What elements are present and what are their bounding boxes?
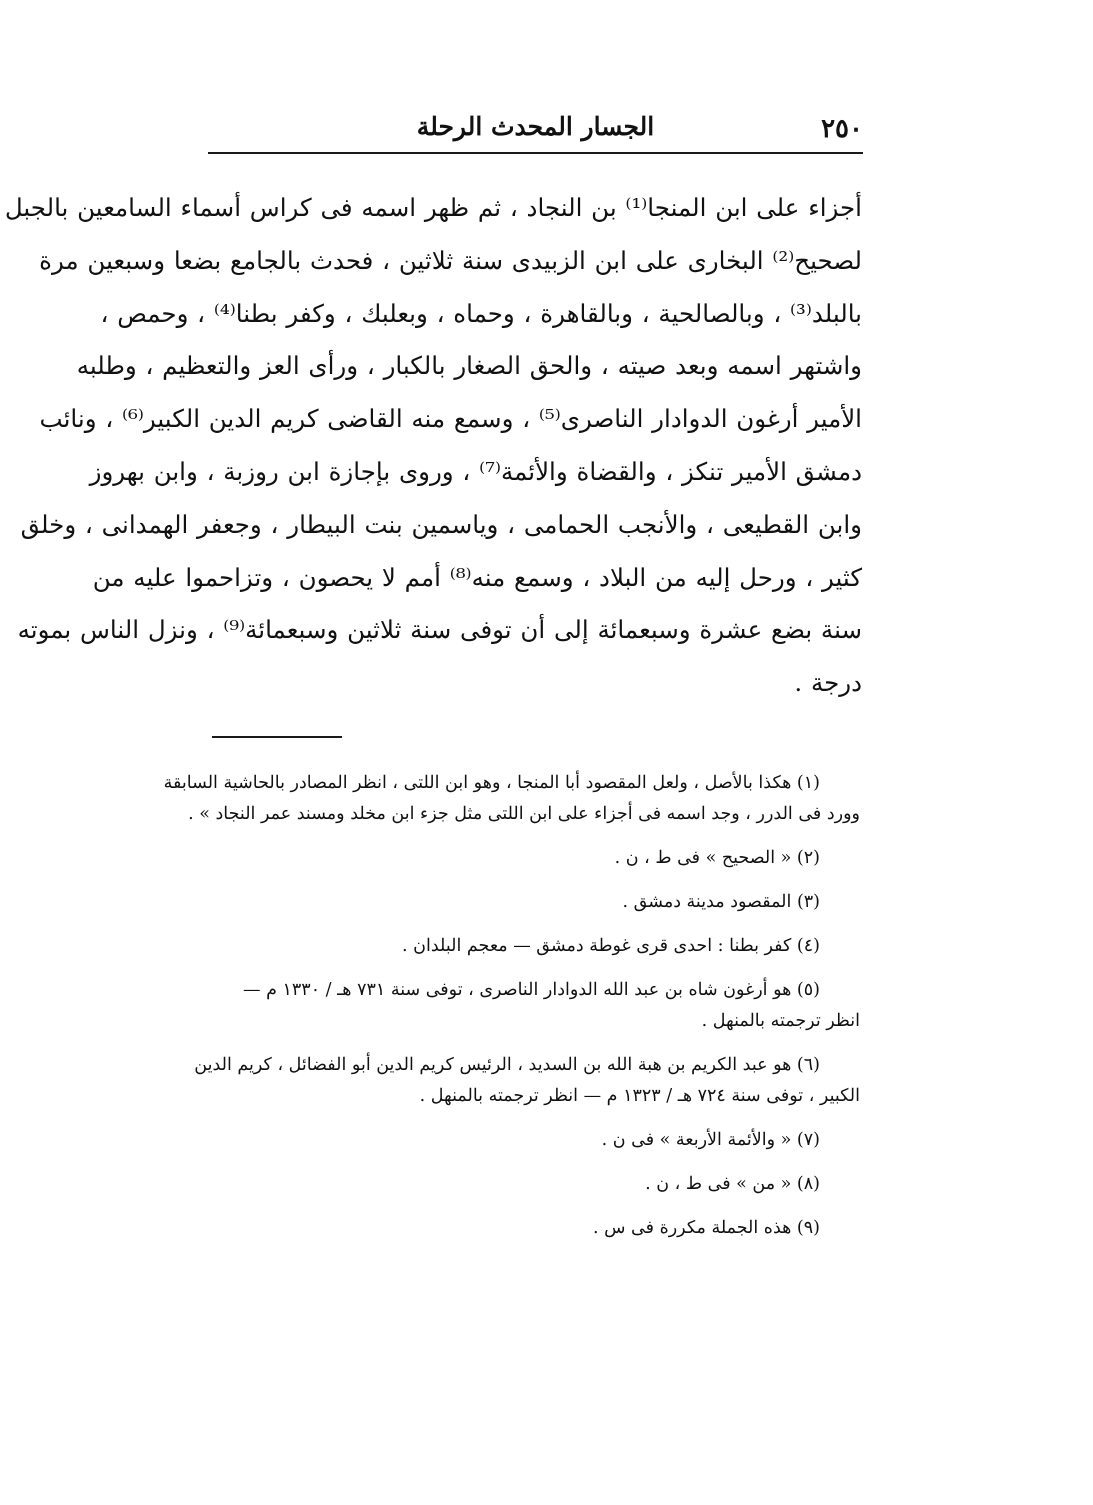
footnote-line: الكبير ، توفى سنة ٧٢٤ هـ / ١٣٢٣ م — انظر ترجمته بالمنهل . [419,1086,860,1106]
footnote-line: (١) هكذا بالأصل ، ولعل المقصود أبا المنجا ، وهو ابن اللتى ، انظر المصادر بالحاشية السابقة [163,773,820,793]
body-line: كثير ، ورحل إليه من البلاد ، وسمع منه⁽⁸⁾ أمم لا يحصون ، وتزاحموا عليه من [92,562,862,592]
body-line: الأمير أرغون الدوادار الناصرى⁽⁵⁾ ، وسمع منه القاضى كريم الدين الكبير⁽⁶⁾ ، ونائب [39,404,862,434]
footnote-line: (٤) كفر بطنا : احدى قرى غوطة دمشق — معجم البلدان . [402,936,820,956]
running-title: الجسار المحدث الرحلة [416,112,655,141]
footnote-line: وورد فى الدرر ، وجد اسمه فى أجزاء على ابن اللتى مثل جزء ابن مخلد ومسند عمر النجاد » . [188,804,860,824]
footnote-7 [198,1125,860,1156]
footnote-line: (٧) « والأئمة الأربعة » فى ن . [601,1130,820,1150]
footnote-8 [198,1169,860,1200]
footnote-3 [198,887,860,918]
footnote-line: (٢) « الصحيح » فى ط ، ن . [614,848,820,868]
footnote-1 [163,768,860,830]
body-line: بالبلد⁽³⁾ ، وبالصالحية ، وبالقاهرة ، وحماه ، وبعلبك ، وكفر بطنا⁽⁴⁾ ، وحمص ، [100,298,862,328]
footnote-2 [198,843,860,874]
footnote-6 [194,1050,860,1112]
footnote-line: (٨) « من » فى ط ، ن . [645,1174,820,1194]
body-line: سنة بضع عشرة وسبعمائة إلى أن توفى سنة ثلاثين وسبعمائة⁽⁹⁾ ، ونزل الناس بموته [17,615,862,645]
footnote-line: (٩) هذه الجملة مكررة فى س . [593,1218,820,1238]
footnote-line: (٥) هو أرغون شاه بن عبد الله الدوادار الناصرى ، توفى سنة ٧٣١ هـ / ١٣٣٠ م — [243,980,820,1000]
footnotes [163,768,860,1257]
body-line: درجة . [794,668,862,698]
body-line: دمشق الأمير تنكز ، والقضاة والأئمة⁽⁷⁾ ، وروى بإجازة ابن روزبة ، وابن بهروز [89,456,862,486]
footnote-divider [212,736,342,738]
page-number: ٢٥٠ [821,114,863,144]
body-line: وابن القطيعى ، والأنجب الحمامى ، وياسمين بنت البيطار ، وجعفر الهمدانى ، وخلق [20,509,862,539]
footnote-5 [198,975,860,1037]
footnote-line: (٣) المقصود مدينة دمشق . [622,892,820,912]
footnote-9 [198,1213,860,1244]
footnote-line: انظر ترجمته بالمنهل . [701,1011,860,1031]
body-line: أجزاء على ابن المنجا⁽¹⁾ بن النجاد ، ثم ظهر اسمه فى كراس أسماء السامعين بالجبل [4,193,862,222]
body-line: واشتهر اسمه وبعد صيته ، والحق الصغار بالكبار ، ورأى العز والتعظيم ، وطلبه [76,351,862,381]
footnote-line: (٦) هو عبد الكريم بن هبة الله بن السديد ، الرئيس كريم الدين أبو الفضائل ، كريم الدين [194,1055,820,1075]
body-line: لصحيح⁽²⁾ البخارى على ابن الزبيدى سنة ثلاثين ، فحدث بالجامع بضعا وسبعين مرة [39,245,862,275]
body-text [4,182,862,710]
footnote-4 [198,931,860,962]
page-header [208,108,863,154]
